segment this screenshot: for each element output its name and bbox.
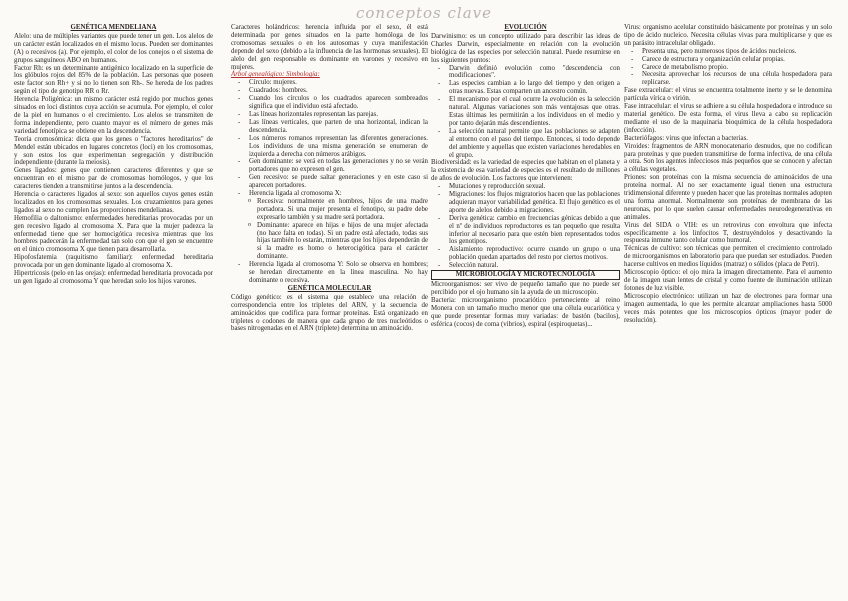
list-item: - Carece de estructura y organización celular propias. xyxy=(642,56,832,64)
list-item: - Mutaciones y reproducción sexual. xyxy=(449,183,620,191)
list-item: - Gen recesivo: se puede saltar generaciones y en este caso si aparecen portadores. xyxy=(249,174,428,190)
list-item: - Aislamiento reproductivo: ocurre cuando un grupo o una población quedan apartados del resto por ciertos motivos. xyxy=(449,246,620,262)
paragraph-microorganismos: Microorganismos: ser vivo de pequeño tamaño que no puede ser percibido por el ojo humano sin la ayuda de un microscopio. xyxy=(431,281,620,296)
list-item: - Las líneas horizontales representan las parejas. xyxy=(249,111,428,119)
paragraph-microscopio-optico: Microscopio óptico: el ojo mira la imagen directamente. Para el aumento de la imagen usan lentes de cristal y como fuente de iluminación utilizan fotones de luz visible. xyxy=(624,269,832,292)
column-4 xyxy=(624,24,832,324)
list-item: - Darwin definió evolución como "descendencia con modificaciones". xyxy=(449,65,620,81)
paragraph-darwinismo: Darwinismo: es un concepto utilizado para describir las ideas de Charles Darwin, especialmente en relación con la evolución biológica de las especies por selección natural. Puede resumirse en los siguientes puntos: xyxy=(431,32,620,64)
virus-list xyxy=(624,48,832,88)
paragraph-virus: Virus: organismo acelular constituido básicamente por proteínas y un solo tipo de ácido nucleico. Necesita células vivas para multiplicarse y que es un parásito intracelular obligado. xyxy=(624,24,832,47)
paragraph-codigo-genetico: Código genético: es el sistema que establece una relación de correspondencia entre los tripletes del ARN, y la secuencia de aminoácidos que codifica para formar proteínas. Está organizado en tripletes o codones de manera que cada grupo de tres nucleótidos o bases nitrogenadas en el ARN (triplete) determina un aminoácido. xyxy=(231,293,428,333)
paragraph-herencia-poligenica: Herencia Poligénica: un mismo carácter está regido por muchos genes situados en loci distintos cuya acción se acumula. Por ejemplo, el color de la piel en humanos o el crecimiento. Los alelos se transmiten de forma independiente, pero cuanto mayor es el número de genes más variedad fenotípica se obtiene en la descendencia. xyxy=(14,96,213,135)
paragraph-hemofilia: Hemofilia o daltonismo: enfermedades hereditarias provocadas por un gen recesivo ligado al cromosoma X. Para que la mujer padezca la enfermedad tiene que ser homocigótica recesiva mientras que los hombres padecerán la enfermedad tan solo con que el gen se encuentre en el único cromosoma X que tienen para desarrollarla. xyxy=(14,214,213,254)
list-item: - Herencia ligada al cromosoma Y: Solo se observa en hombres; se heredan directamente en la línea masculina. No hay dominante o recesiva. xyxy=(249,261,428,285)
list-item: - La selección natural permite que las poblaciones se adapten al entorno con el paso del tiempo. Entonces, si todo depende del ambiente y aquellas que existen variaciones heredables en el grupo. xyxy=(449,128,620,160)
list-item: - Cuadrados: hombres. xyxy=(249,87,428,95)
list-item: - Selección natural. xyxy=(449,262,620,270)
paragraph-hipofosfatemia: Hipofosfatemia (raquitismo familiar): enfermedad hereditaria provocada por un gen dominante ligado al cromosoma X. xyxy=(14,254,213,270)
paragraph-microscopio-electronico: Microscopio electrónico: utilizan un haz de electrones para formar una imagen aumentada, lo que les permite alcanzar ampliaciones hasta 5000 veces más potentes que los microscopios ópticos (mayor poder de resolución). xyxy=(624,292,832,324)
list-item: - Carece de metabolismo propio. xyxy=(642,64,832,72)
paragraph-caracteres-holandricos: Caracteres holándricos: herencia influida por el sexo, él está determinada por genes situados en la parte homóloga de los cromosomas sexuales o en los autosomas y cuya manifestación depende del sexo (debido a la influencia de las hormonas sexuales). El alelo del gen responsable es dominante en varones y recesivo en mujeres. xyxy=(231,24,428,71)
list-item: - Las líneas verticales, que parten de una horizontal, indican la descendencia. xyxy=(249,119,428,135)
paragraph-genes-ligados: Genes ligados: genes que contienen caracteres diferentes y que se encuentran en el mismo par de cromosomas homólogos, y que los caracteres tienden a transmitirse juntos a la descendencia. xyxy=(14,167,213,191)
list-item: - Necesita aprovechar los recursos de una célula hospedadora para replicarse. xyxy=(642,71,832,87)
list-item: - Círculo: mujeres. xyxy=(249,79,428,87)
column-3 xyxy=(431,24,620,328)
page-title: conceptos clave xyxy=(356,4,492,22)
paragraph-teoria-cromosomica: Teoría cromosómica: dicta que los genes o "factores hereditarios" de Mendel están ubicados en lugares concretos (loci) en los cromosomas, y son estos los que experimentan segregación y distribución independiente (durante la meiosis). xyxy=(14,135,213,167)
arbol-genealogico-title: Árbol genealógico: Simbología: xyxy=(231,71,320,79)
section-heading-genetica-mendeliana: GENÉTICA MENDELIANA xyxy=(70,24,157,31)
paragraph-factor-rh: Factor Rh: es un determinante antigénico localizado en la superficie de los glóbulos rojos del 85% de la población. Las personas que poseen este factor son Rh+ y si no lo tienen son Rh-. Se hereda de los padres según el tipo de genotipo RR o Rr. xyxy=(14,64,213,96)
arbol-list xyxy=(231,79,428,198)
paragraph-biodiversidad: Biodiversidad: es la variedad de especies que habitan en el planeta y la existencia de esa variedad de especies es el resultado de millones de años de evolución. Los factores que intervienen: xyxy=(431,159,620,183)
paragraph-hipertricosis: Hipertricosis (pelo en las orejas): enfermedad hereditaria provocada por un gen ligado al cromosoma Y que heredan solo los hijos varones. xyxy=(14,270,213,285)
list-item: - El mecanismo por el cual ocurre la evolución es la selección natural. Algunas variaciones son más ventajosas que otras. Estas últimas les permitirán a los individuos en el medio y por tanto dejarán más descendientes. xyxy=(449,96,620,128)
list-item: o Recesiva: normalmente en hombres, hijos de una madre portadora. Si una mujer presenta el fenotipo, su padre debe expresarlo también y su madre será portadora. xyxy=(257,198,428,222)
section-heading-evolucion: EVOLUCIÓN xyxy=(504,24,547,31)
list-item: - Gen dominante: se verá en todas las generaciones y no se verán portadores que no expresen el gen. xyxy=(249,158,428,174)
darwinismo-list xyxy=(431,65,620,160)
column-2 xyxy=(231,24,428,333)
list-item: - Las especies cambian a lo largo del tiempo y den origen a otras nuevas. Estas comparten un ancestro común. xyxy=(449,80,620,96)
list-item: o Dominante: aparece en hijas e hijos de una mujer afectada (no hace falta en todas). Si un padre está afectado, todas sus hijas también lo estarán, mientras que los hijos dependerán de si la madre es homo o heterocigótica para el carácter dominante. xyxy=(257,222,428,262)
paragraph-bacteriofagos: Bacteriófagos: virus que infectan a bacterias. xyxy=(624,134,748,142)
paragraph-bacteria: Bacteria: microorganismo procariótico perteneciente al reino Monera con un tamaño mucho menor que una célula eucariótica y que puede presentar formas muy variadas: de bastón (bacilos), esférica (cocos) de coma (vibrios), espiral (espiroquetas)... xyxy=(431,296,620,328)
section-heading-microbiologia: MICROBIOLOGÍA Y MICROTECNOLOGÍA xyxy=(431,270,620,280)
paragraph-fase-extracelular: Fase extracelular: el virus se encuentra totalmente inerte y se le denomina partícula vírica o virión. xyxy=(624,87,832,103)
list-item: - Presenta una, pero numerosos tipos de ácidos nucleicos. xyxy=(642,48,832,56)
biodiversidad-list xyxy=(431,183,620,270)
list-item: - Migraciones: los flujos migratorios hacen que las poblaciones adquieran mayor variabilidad genética. El flujo genético es el aporte de alelos debido a migraciones. xyxy=(449,191,620,215)
paragraph-priones: Priones: son proteínas con la misma secuencia de aminoácidos de una proteína normal. Al no ser exactamente igual tienen una estructura tridimensional diferente y pueden hacer que las proteínas normales adopten una forma anormal. Normalmente son proteínas de membrana de las neuronas, por lo que suelen causar enfermedades neurodegenerativas en animales. xyxy=(624,174,832,221)
paragraph-fase-intracelular: Fase intracelular: el virus se adhiere a su célula hospedadora e introduce su material genético. De esta forma, el virus lleva a cabo su replicación mediante el uso de la maquinaria bioquímica de la célula hospedadora (infección). xyxy=(624,103,832,134)
paragraph-tecnicas-cultivo: Técnicas de cultivo: son técnicas que permiten el crecimiento controlado de microorganismos en laboratorio para que puedan ser estudiados. Pueden hacerse cultivos en medios líquidos (matraz) o sólidos (placa de Petri). xyxy=(624,245,832,269)
list-item: - Los números romanos representan las diferentes generaciones. Los individuos de una misma generación se enumeran de izquierda a derecha con números arábigos. xyxy=(249,135,428,159)
paragraph-alelo: Alelo: una de múltiples variantes que puede tener un gen. Los alelos de un carácter están localizados en el mismo locus. Pueden ser dominantes (A) o recesivos (a). Por ejemplo, el color de los conejos o el sistema de grupos sanguíneos ABO en humanos. xyxy=(14,32,213,64)
paragraph-viroides: Viroides: fragmentos de ARN monocatenario desnudos, que no codifican para proteínas y que pueden transmitirse de forma infectiva, de una célula a otra. Son los agentes infecciosos más pequeños que se conocen y afectan a células vegetales. xyxy=(624,142,832,174)
section-heading-genetica-molecular: GENÉTICA MOLECULAR xyxy=(287,284,372,292)
list-item: - Deriva genética: cambio en frecuencias génicas debido a que el nº de individuos reproductores es tan pequeño que resulta inferior al necesario para que estén bien representados todos los genotipos. xyxy=(449,215,620,247)
paragraph-vih: Virus del SIDA o VIH: es un retrovirus con envoltura que infecta específicamente a los linfocitos T, destruyéndolos y desactivando la respuesta inmune tanto celular como humoral. xyxy=(624,221,832,245)
herencia-x-sublist xyxy=(231,198,428,261)
list-item: - Cuando los círculos o los cuadrados aparecen sombreados significa que el individuo está afectado. xyxy=(249,95,428,111)
paragraph-herencia-sexo: Herencia o caracteres ligados al sexo: son aquellos cuyos genes están localizados en los cromosomas sexuales. Los cruzamientos para genes ligados al sexo no cumplen las proporciones mendelianas. xyxy=(14,191,213,214)
herencia-y-list xyxy=(231,261,428,285)
list-item: - Herencia ligada al cromosoma X: xyxy=(249,190,428,198)
column-1 xyxy=(14,24,213,286)
